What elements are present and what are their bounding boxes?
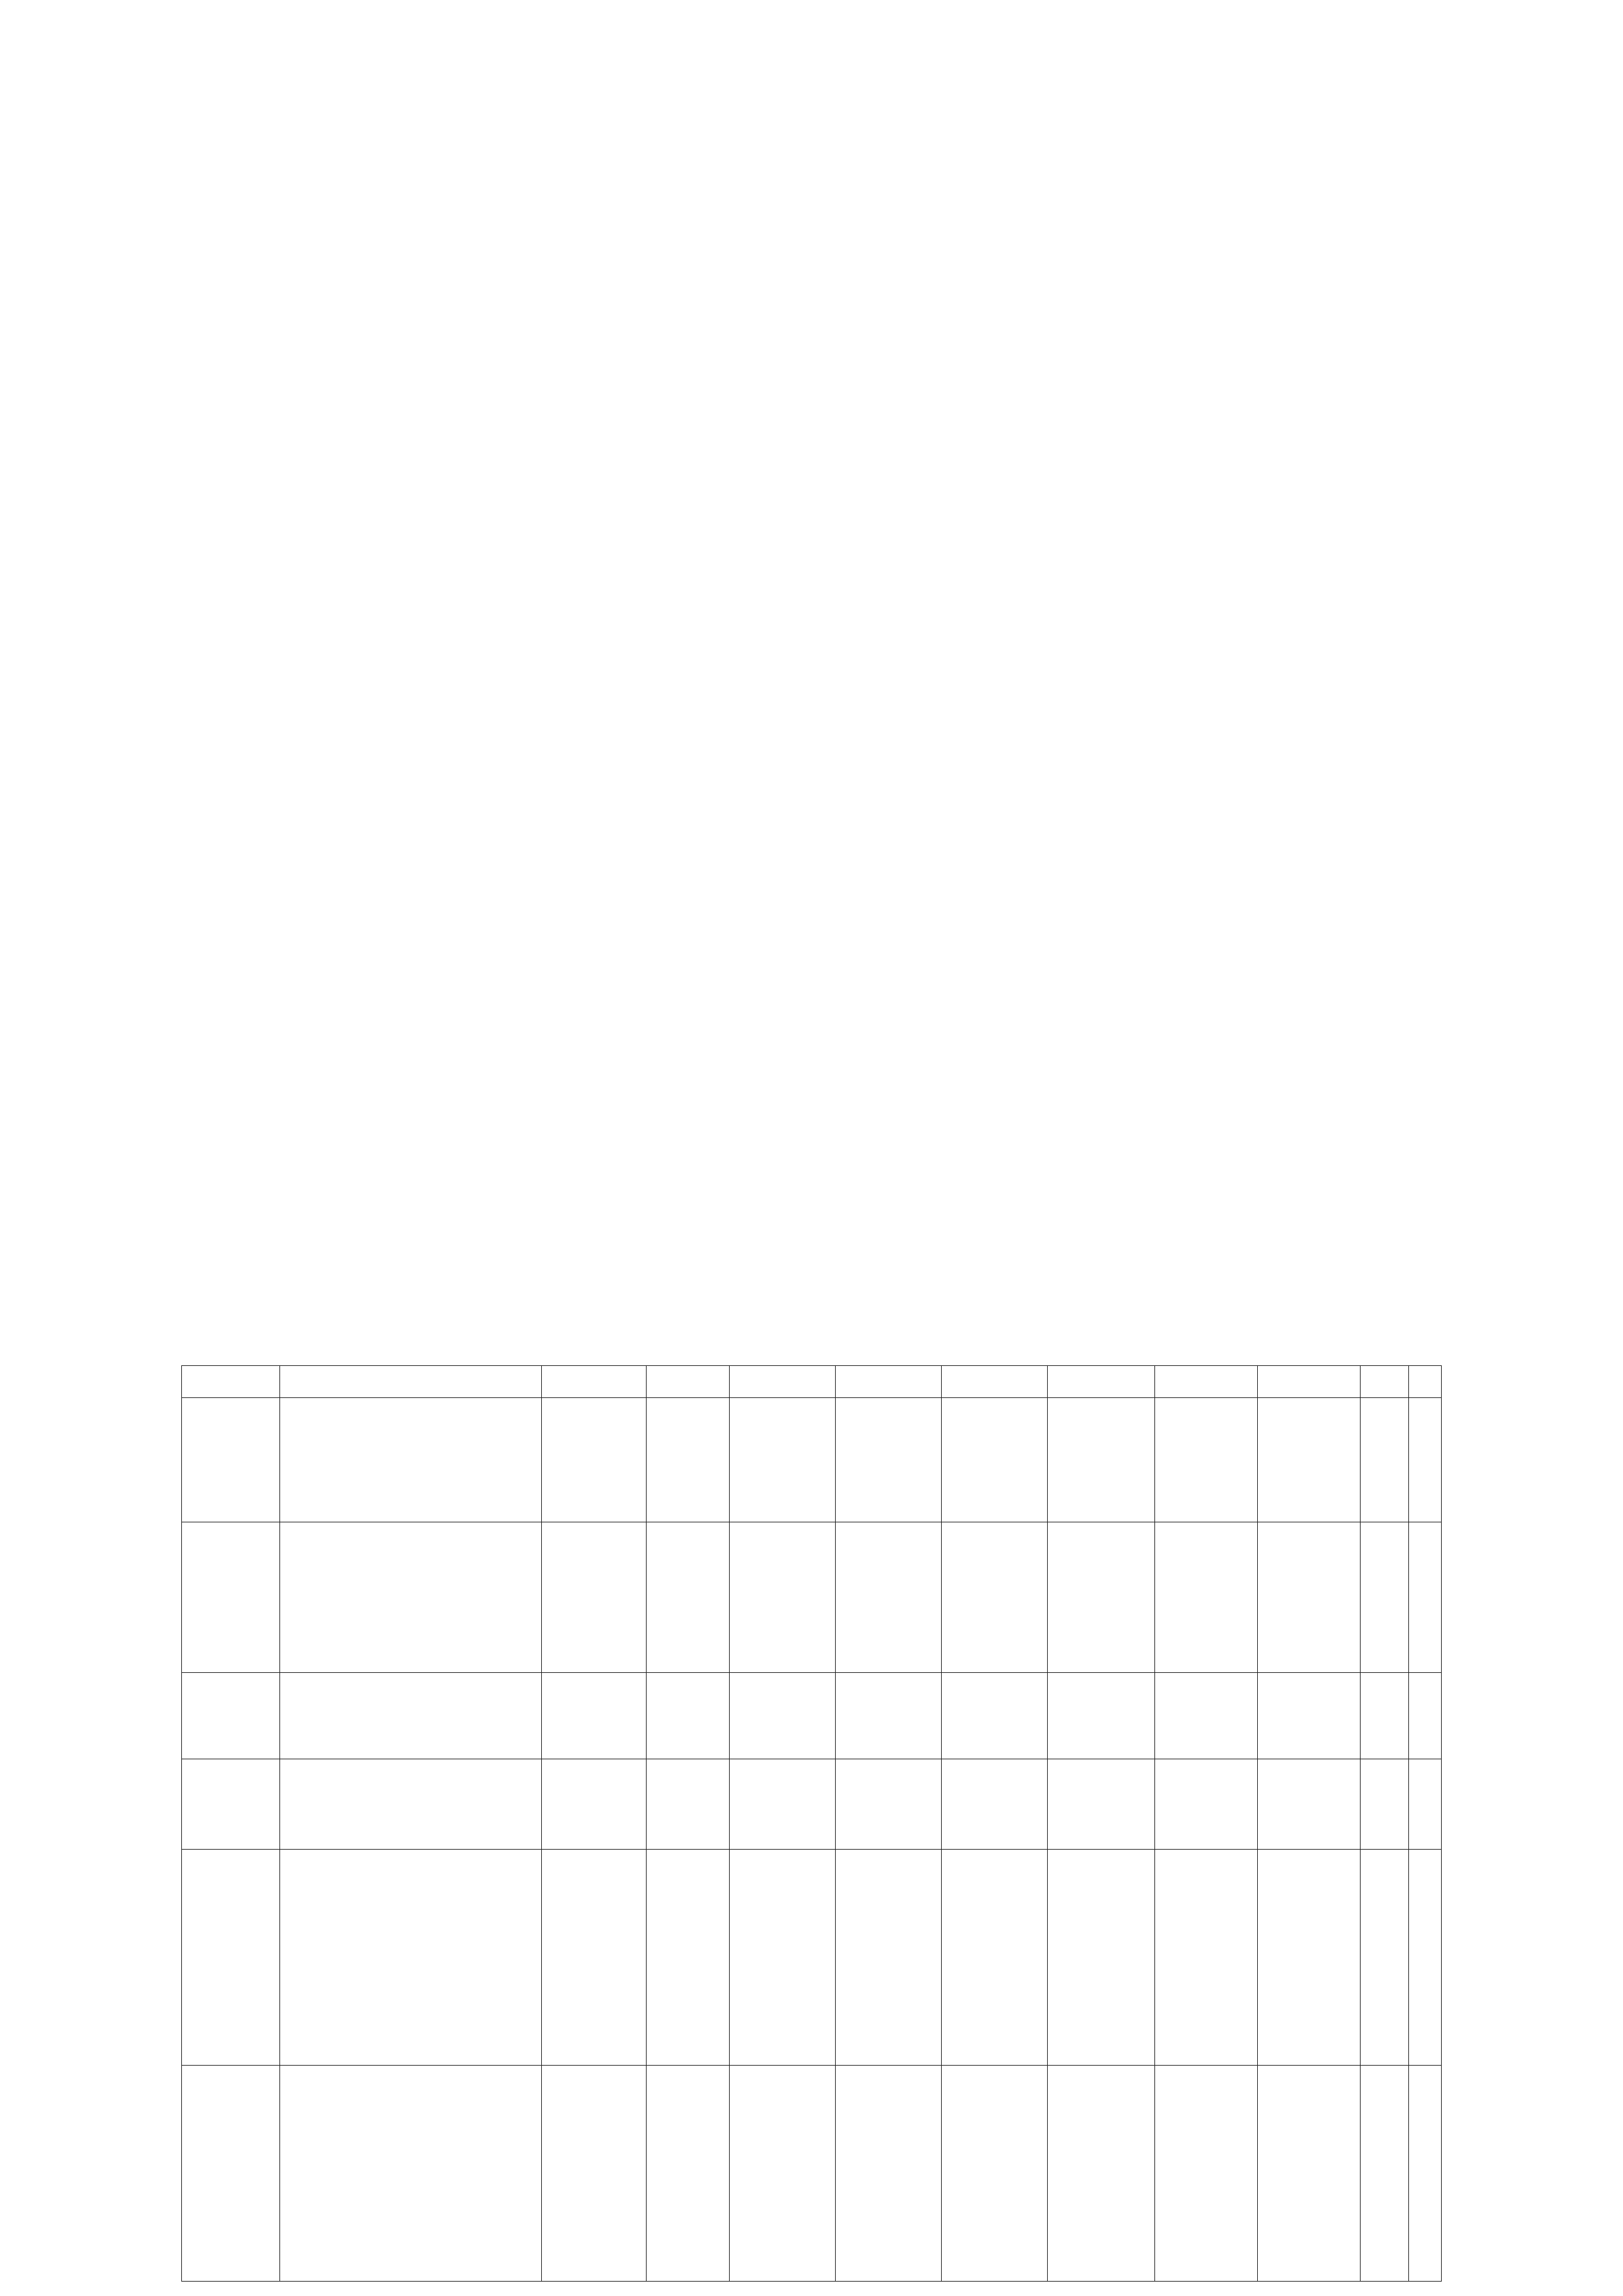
column-header <box>1361 1366 1409 1398</box>
rule-line <box>445 258 1178 288</box>
table-row <box>182 2066 1442 2282</box>
contents-line <box>445 1271 1178 1301</box>
possession-status <box>647 1398 730 1522</box>
ownership-status <box>730 1522 836 1673</box>
rule-line <box>445 1161 1178 1191</box>
land-area <box>942 1673 1048 1759</box>
property-description <box>280 2066 542 2282</box>
possession-status <box>647 1673 730 1759</box>
section-gap <box>445 1191 1178 1211</box>
property-usage <box>1048 1522 1155 1673</box>
column-header <box>542 1366 647 1398</box>
possession-status <box>647 2066 730 2282</box>
rule-line <box>445 439 1178 469</box>
intro-line <box>445 47 1178 77</box>
notes-heading <box>445 228 1178 258</box>
basmala-heading <box>0 1309 1623 1327</box>
rule-line <box>445 348 1178 378</box>
column-header <box>836 1366 942 1398</box>
contents-line <box>445 1211 1178 1241</box>
building-area <box>836 1850 942 2066</box>
rule-line <box>445 559 1178 589</box>
rule-line <box>445 288 1178 318</box>
notice-rules <box>445 258 1178 1191</box>
land-area <box>942 2066 1048 2282</box>
column-header <box>1409 1366 1442 1398</box>
property-address <box>1258 1850 1361 2066</box>
column-header <box>182 1366 280 1398</box>
rule-line <box>445 679 1178 709</box>
table-row <box>182 1522 1442 1673</box>
ownership-status <box>730 1850 836 2066</box>
table-title <box>0 1331 1623 1352</box>
building-area <box>836 1522 942 1673</box>
base-price <box>542 1673 647 1759</box>
row-number <box>1409 1522 1442 1673</box>
column-header <box>942 1366 1048 1398</box>
property-description <box>280 1398 542 1522</box>
rule-line <box>445 469 1178 499</box>
registration-plaque <box>1155 1850 1258 2066</box>
row-number <box>1409 2066 1442 2282</box>
sale-terms <box>182 1759 280 1850</box>
property-description <box>280 1522 542 1673</box>
building-area <box>836 1398 942 1522</box>
base-price <box>542 1850 647 2066</box>
possession-status <box>647 1522 730 1673</box>
rule-line <box>445 800 1178 830</box>
registration-plaque <box>1155 2066 1258 2282</box>
ownership-status <box>730 1673 836 1759</box>
rule-line <box>445 1071 1178 1101</box>
building-area <box>836 1673 942 1759</box>
rule-line <box>445 1101 1178 1131</box>
registration-plaque <box>1155 1522 1258 1673</box>
rule-line <box>445 1131 1178 1161</box>
registration-plaque <box>1155 1398 1258 1522</box>
possession-status <box>647 1759 730 1850</box>
rule-line <box>445 860 1178 890</box>
rule-line <box>445 589 1178 619</box>
table-row <box>182 1759 1442 1850</box>
property-usage <box>1048 1759 1155 1850</box>
building-area <box>836 2066 942 2282</box>
property-usage <box>1048 1850 1155 2066</box>
rule-line <box>445 740 1178 770</box>
row-number <box>1409 1398 1442 1522</box>
file-number <box>1361 2066 1409 2282</box>
property-address <box>1258 1759 1361 1850</box>
column-header <box>730 1366 836 1398</box>
property-description <box>280 1759 542 1850</box>
rule-line <box>445 770 1178 800</box>
base-price <box>542 1398 647 1522</box>
property-usage <box>1048 2066 1155 2282</box>
property-description <box>280 1673 542 1759</box>
property-description <box>280 1850 542 2066</box>
file-number <box>1361 1398 1409 1522</box>
land-area <box>942 1522 1048 1673</box>
rule-line <box>445 1011 1178 1041</box>
rule-line <box>445 318 1178 348</box>
land-area <box>942 1759 1048 1850</box>
rule-line <box>445 529 1178 559</box>
column-header <box>647 1366 730 1398</box>
registration-plaque <box>1155 1673 1258 1759</box>
sale-terms <box>182 2066 280 2282</box>
registration-plaque <box>1155 1759 1258 1850</box>
property-usage <box>1048 1398 1155 1522</box>
ownership-status <box>730 1398 836 1522</box>
rule-line <box>445 378 1178 408</box>
column-header <box>1258 1366 1361 1398</box>
intro-line <box>445 107 1178 137</box>
land-area <box>942 1850 1048 2066</box>
rule-line <box>445 830 1178 860</box>
properties-table <box>181 1365 1442 2282</box>
ownership-status <box>730 2066 836 2282</box>
table-row <box>182 1398 1442 1522</box>
table-row <box>182 1673 1442 1759</box>
row-number <box>1409 1673 1442 1759</box>
property-usage <box>1048 1673 1155 1759</box>
file-number <box>1361 1673 1409 1759</box>
property-address <box>1258 1398 1361 1522</box>
rule-line <box>445 950 1178 980</box>
possession-status <box>647 1850 730 2066</box>
table-row <box>182 1850 1442 2066</box>
sale-terms <box>182 1673 280 1759</box>
column-header <box>1048 1366 1155 1398</box>
base-price <box>542 2066 647 2282</box>
table-header-row <box>182 1366 1442 1398</box>
intro-line <box>445 77 1178 107</box>
sale-terms <box>182 1850 280 2066</box>
rule-line <box>445 980 1178 1011</box>
rule-line <box>445 890 1178 920</box>
property-address <box>1258 2066 1361 2282</box>
rule-line <box>445 709 1178 740</box>
row-number <box>1409 1759 1442 1850</box>
auction-notice <box>445 18 1178 1452</box>
rule-line <box>445 499 1178 529</box>
intro-line <box>445 137 1178 168</box>
column-header <box>280 1366 542 1398</box>
rule-line <box>445 408 1178 439</box>
sale-terms <box>182 1522 280 1673</box>
ownership-status <box>730 1759 836 1850</box>
rule-line <box>445 1041 1178 1071</box>
property-address <box>1258 1522 1361 1673</box>
intro-line <box>445 198 1178 228</box>
rule-line <box>445 649 1178 679</box>
file-number <box>1361 1759 1409 1850</box>
file-number <box>1361 1850 1409 2066</box>
building-area <box>836 1759 942 1850</box>
base-price <box>542 1759 647 1850</box>
intro-line <box>445 168 1178 198</box>
notice-intro <box>445 47 1178 228</box>
land-area <box>942 1398 1048 1522</box>
contents-line <box>445 1241 1178 1271</box>
row-number <box>1409 1850 1442 2066</box>
property-address <box>1258 1673 1361 1759</box>
rule-line <box>445 619 1178 649</box>
base-price <box>542 1522 647 1673</box>
sale-terms <box>182 1398 280 1522</box>
column-header <box>1155 1366 1258 1398</box>
file-number <box>1361 1522 1409 1673</box>
rule-line <box>445 920 1178 950</box>
notice-title <box>445 18 1178 47</box>
